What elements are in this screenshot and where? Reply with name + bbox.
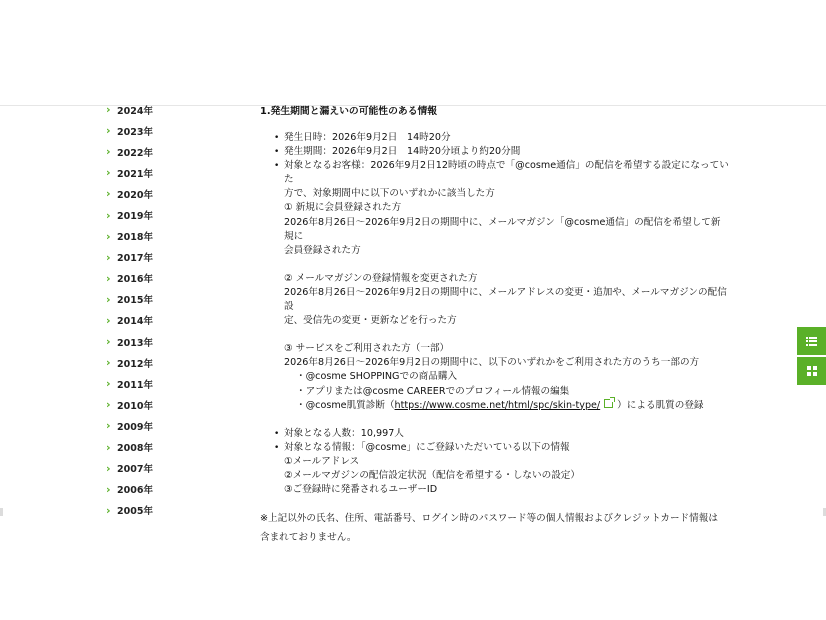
note-line2: 含まれておりません。 [260,532,357,544]
spacer [284,258,730,272]
disclaimer-note [260,509,730,547]
chevron-right-icon: › [106,292,111,306]
case3-sub1: ・@cosme SHOPPINGでの商品購入 [296,371,458,383]
list-item [260,427,730,441]
chevron-right-icon: › [106,145,111,159]
year-link[interactable] [106,99,226,120]
year-link[interactable] [106,204,226,225]
chevron-right-icon: › [106,335,111,349]
case3-title: ③ サービスをご利用された方（一部） [284,343,450,355]
list-icon [806,337,817,346]
chevron-right-icon: › [106,208,111,222]
chevron-right-icon: › [106,461,111,475]
chevron-right-icon: › [106,103,111,117]
year-label: 2020年 [117,189,153,201]
case2-title: ② メールマガジンの登録情報を変更された方 [284,272,478,284]
year-label: 2023年 [117,126,153,138]
case3-sub3-prefix: ・@cosme肌質診断（ [296,399,395,411]
year-link[interactable] [106,331,226,352]
year-link[interactable] [106,183,226,204]
year-link[interactable] [106,500,226,521]
grid-icon [807,366,817,376]
year-link[interactable] [106,247,226,268]
target-info-item3: ③ご登録時に発番されるユーザーID [284,484,438,496]
table-of-contents-button[interactable] [797,327,826,355]
year-link[interactable] [106,226,226,247]
case3-sub3 [284,399,730,413]
year-link[interactable] [106,479,226,500]
target-info-item1: ①メールアドレス [284,455,360,467]
case3-sub3-suffix: ）による肌質の登録 [617,399,704,411]
year-label: 2011年 [117,379,153,391]
year-label: 2017年 [117,253,153,265]
chevron-right-icon: › [106,166,111,180]
case3-line1: 2026年8月26日～2026年9月2日の期間中に、以下のいずれかをご利用された方のうち一部の方 [284,357,700,369]
year-link[interactable] [106,310,226,331]
year-link[interactable] [106,352,226,373]
left-edge-mark [0,508,3,516]
year-label: 2016年 [117,274,153,286]
chevron-right-icon: › [106,482,111,496]
section-title: 1.発生期間と漏えいの可能性のある情報 [260,106,438,117]
chevron-right-icon: › [106,313,111,327]
chevron-right-icon: › [106,124,111,138]
year-label: 2012年 [117,358,153,370]
year-link[interactable] [106,458,226,479]
chevron-right-icon: › [106,271,111,285]
year-label: 2021年 [117,168,153,180]
list-item [260,131,730,145]
menu-grid-button[interactable] [797,357,826,385]
year-label: 2013年 [117,337,153,349]
spacer [284,413,730,427]
article-content [260,104,730,547]
year-link[interactable] [106,437,226,458]
year-label: 2018年 [117,232,153,244]
list-item [260,441,730,497]
target-info-title: • 対象となる情報：「@cosme」にご登録いただいている以下の情報 [284,441,570,453]
year-label: 2015年 [117,295,153,307]
year-label: 2019年 [117,211,153,223]
note-line1: ※上記以外の氏名、住所、電話番号、ログイン時のパスワード等の個人情報およびクレジットカード情報は [260,513,718,525]
year-link[interactable] [106,415,226,436]
year-label: 2008年 [117,443,153,455]
year-link[interactable] [106,373,226,394]
list-item [260,145,730,159]
year-archive-nav [106,99,226,521]
external-link-icon [604,399,613,408]
incident-details-list [260,131,730,497]
year-link[interactable] [106,120,226,141]
year-link[interactable] [106,141,226,162]
year-link[interactable] [106,162,226,183]
chevron-right-icon: › [106,503,111,517]
target-info-item2: ②メールマガジンの配信設定状況（配信を希望する・しないの設定） [284,469,580,481]
year-label: 2022年 [117,147,153,159]
target-count: • 対象となる人数：10,997人 [284,427,404,439]
year-label: 2024年 [117,105,153,117]
case3-sub2: ・アプリまたは@cosme CAREERでのプロフィール情報の編集 [296,385,570,397]
case1-line1: 2026年8月26日～2026年9月2日の期間中に、メールマガジン「@cosme通信」の配信を希望して新規に [284,216,721,242]
year-label: 2006年 [117,485,153,497]
case1-line2: 会員登録された方 [284,244,361,256]
target-customers-line2: 方で、対象期間中に以下のいずれかに該当した方 [284,188,495,200]
year-link[interactable] [106,394,226,415]
list-item [260,159,730,427]
chevron-right-icon: › [106,250,111,264]
chevron-right-icon: › [106,377,111,391]
skin-type-link[interactable]: https://www.cosme.net/html/spc/skin-type/ [394,399,601,411]
case2-line2: 定、受信先の変更・更新などを行った方 [284,315,457,327]
chevron-right-icon: › [106,440,111,454]
year-label: 2009年 [117,421,153,433]
year-link[interactable] [106,289,226,310]
year-label: 2005年 [117,506,153,518]
chevron-right-icon: › [106,229,111,243]
chevron-right-icon: › [106,398,111,412]
year-link[interactable] [106,268,226,289]
year-label: 2014年 [117,316,153,328]
case2-line1: 2026年8月26日～2026年9月2日の期間中に、メールアドレスの変更・追加や、メールマガジンの配信設 [284,286,727,313]
year-label: 2010年 [117,400,153,412]
target-customers-line1: • 対象となるお客様：2026年9月2日12時頃の時点で「@cosme通信」の配信を希望する設定になっていた [284,160,729,186]
year-label: 2007年 [117,464,153,476]
chevron-right-icon: › [106,187,111,201]
occurrence-period: • 発生期間：2026年9月2日 14時20分頃より約20分間 [284,146,521,158]
occurrence-date: • 発生日時：2026年9月2日 14時20分 [284,132,451,143]
spacer [284,328,730,342]
chevron-right-icon: › [106,419,111,433]
case1-title: ① 新規に会員登録された方 [284,202,402,214]
chevron-right-icon: › [106,356,111,370]
